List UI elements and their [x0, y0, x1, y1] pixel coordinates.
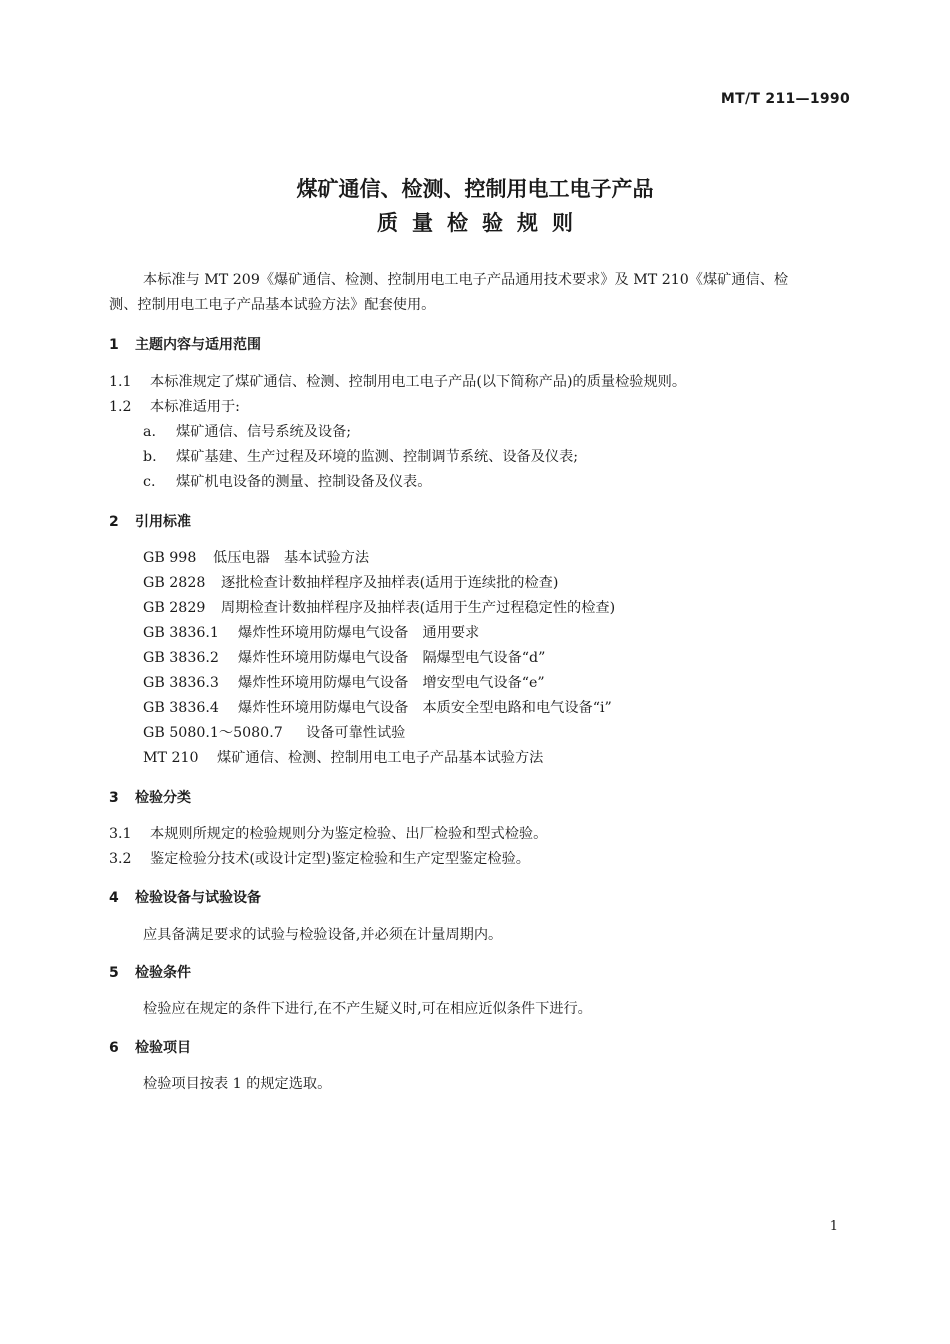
list-item-text: 煤矿通信、信号系统及设备;	[176, 424, 352, 440]
section-number: 3	[109, 790, 119, 806]
reference-title: 爆炸性环境用防爆电气设备 隔爆型电气设备“d”	[238, 650, 546, 666]
section-number: 2	[109, 514, 119, 530]
section-4-heading	[109, 887, 261, 907]
reference-code: GB 5080.1～5080.7	[143, 725, 283, 741]
reference-title: 设备可靠性试验	[306, 725, 406, 741]
section-6-heading	[109, 1037, 191, 1057]
clause-3-1	[109, 824, 547, 844]
section-2-heading	[109, 511, 191, 531]
intro-line1: 本标准与 MT 209《爆矿通信、检测、控制用电工电子产品通用技术要求》及 MT 210《煤矿通信、检	[143, 272, 789, 288]
reference-title: 爆炸性环境用防爆电气设备 增安型电气设备“e”	[238, 675, 545, 691]
section-3-heading	[109, 787, 191, 807]
reference-item	[143, 548, 369, 568]
intro-line2: 测、控制用电工电子产品基本试验方法》配套使用。	[109, 297, 436, 313]
reference-item	[143, 723, 405, 743]
section-number: 4	[109, 890, 119, 906]
list-item-text: 煤矿机电设备的测量、控制设备及仪表。	[176, 474, 432, 490]
list-item-marker: b.	[143, 449, 157, 465]
clause-text: 鉴定检验分技术(或设计定型)鉴定检验和生产定型鉴定检验。	[150, 851, 530, 867]
reference-item	[143, 748, 543, 768]
section-number: 6	[109, 1040, 119, 1056]
section-4-body: 应具备满足要求的试验与检验设备,并必须在计量周期内。	[143, 927, 503, 943]
section-title: 检验项目	[135, 1040, 191, 1056]
clause-1-2	[109, 397, 240, 417]
reference-item	[143, 673, 545, 693]
reference-code: GB 3836.4	[143, 700, 219, 716]
reference-code: GB 3836.3	[143, 675, 219, 691]
section-5-body: 检验应在规定的条件下进行,在不产生疑义时,可在相应近似条件下进行。	[143, 1001, 592, 1017]
reference-title: 逐批检查计数抽样程序及抽样表(适用于连续批的检查)	[221, 575, 559, 591]
reference-code: GB 3836.1	[143, 625, 219, 641]
reference-code: GB 3836.2	[143, 650, 219, 666]
section-title: 引用标准	[135, 514, 191, 530]
clause-text: 本标准规定了煤矿通信、检测、控制用电工电子产品(以下简称产品)的质量检验规则。	[150, 374, 687, 390]
document-title-line1: 煤矿通信、检测、控制用电工电子产品	[296, 177, 654, 201]
reference-title: 爆炸性环境用防爆电气设备 通用要求	[238, 625, 480, 641]
standard-code: MT/T 211—1990	[720, 91, 850, 107]
section-number: 5	[109, 965, 119, 981]
reference-item	[143, 573, 558, 593]
reference-code: GB 998	[143, 550, 197, 566]
section-title: 检验分类	[135, 790, 191, 806]
reference-item	[143, 598, 615, 618]
reference-code: MT 210	[143, 750, 199, 766]
reference-code: GB 2829	[143, 600, 206, 616]
reference-item	[143, 698, 612, 718]
list-item	[143, 422, 351, 442]
reference-item	[143, 623, 479, 643]
list-item-text: 煤矿基建、生产过程及环境的监测、控制调节系统、设备及仪表;	[176, 449, 579, 465]
clause-number: 1.2	[109, 399, 132, 415]
reference-title: 煤矿通信、检测、控制用电工电子产品基本试验方法	[217, 750, 544, 766]
document-title-line2: 质量检验规则	[377, 211, 587, 235]
page-number: 1	[829, 1219, 838, 1234]
section-1-heading	[109, 334, 261, 354]
section-5-heading	[109, 962, 191, 982]
clause-1-1	[109, 372, 686, 392]
clause-text: 本标准适用于:	[150, 399, 240, 415]
list-item	[143, 472, 431, 492]
section-title: 检验设备与试验设备	[135, 890, 261, 906]
reference-code: GB 2828	[143, 575, 206, 591]
clause-number: 1.1	[109, 374, 132, 390]
reference-title: 低压电器 基本试验方法	[213, 550, 370, 566]
section-title: 主题内容与适用范围	[135, 337, 261, 353]
reference-title: 爆炸性环境用防爆电气设备 本质安全型电路和电气设备“i”	[238, 700, 612, 716]
section-6-body: 检验项目按表 1 的规定选取。	[143, 1076, 332, 1092]
list-item	[143, 447, 578, 467]
clause-text: 本规则所规定的检验规则分为鉴定检验、出厂检验和型式检验。	[150, 826, 548, 842]
clause-3-2	[109, 849, 530, 869]
section-title: 检验条件	[135, 965, 191, 981]
list-item-marker: c.	[143, 474, 156, 490]
clause-number: 3.2	[109, 851, 132, 867]
reference-item	[143, 648, 545, 668]
section-number: 1	[109, 337, 119, 353]
list-item-marker: a.	[143, 424, 156, 440]
reference-title: 周期检查计数抽样程序及抽样表(适用于生产过程稳定性的检查)	[221, 600, 616, 616]
clause-number: 3.1	[109, 826, 132, 842]
